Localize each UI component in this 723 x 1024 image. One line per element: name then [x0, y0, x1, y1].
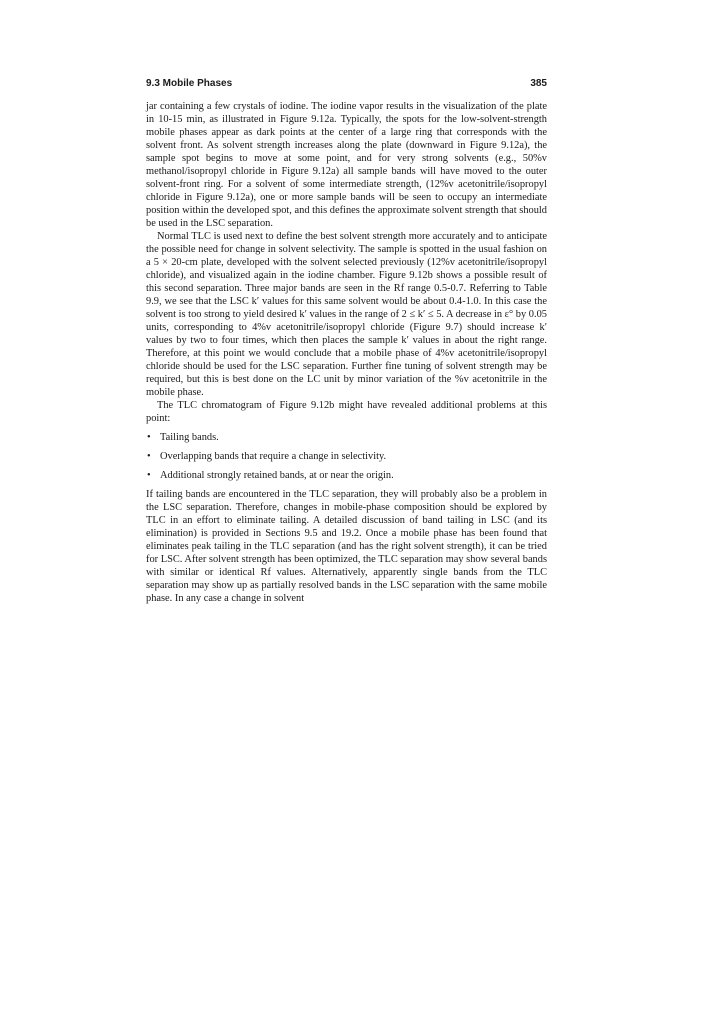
bullet-icon: •: [147, 432, 151, 443]
list-item-text: Additional strongly retained bands, at or near the origin.: [160, 470, 394, 481]
bullet-icon: •: [147, 451, 151, 462]
page-number: 385: [530, 78, 547, 89]
running-header: [146, 78, 547, 89]
paragraph-problems-intro: The TLC chromatogram of Figure 9.12b might have revealed additional problems at this point:: [146, 400, 547, 424]
bullet-icon: •: [147, 470, 151, 481]
list-item: [146, 450, 547, 463]
list-item: [146, 469, 547, 482]
paragraph-tailing: If tailing bands are encountered in the TLC separation, they will probably also be a problem in the LSC separation. Therefore, changes in mobile-phase composition should be explored by TLC in an effort to eliminate tailing. A detailed discussion of band tailing in LSC (and its elimination) is provided in Sections 9.5 and 19.2. Once a mobile phase has been found that eliminates peak tailing in the TLC separation (and has the right solvent strength), it can be tried for LSC. After solvent strength has been optimized, the TLC separation may show several bands with similar or identical Rf values. Alternatively, apparently single bands from the TLC separation may show up as partially resolved bands in the LSC separation with the same mobile phase. In any case a change in solvent: [146, 489, 547, 604]
list-item: [146, 431, 547, 444]
problem-list: [146, 431, 547, 482]
book-page: [146, 78, 547, 605]
paragraph-continuation: jar containing a few crystals of iodine. The iodine vapor results in the visualization of the plate in 10-15 min, as illustrated in Figure 9.12a. Typically, the spots for the low-solvent-strength mobile phases appear as dark points at the center of a large ring that corresponds with the solvent front. As solvent strength increases along the plate (downward in Figure 9.12a), the sample spot begins to move at some point, and for very strong solvents (e.g., 50%v methanol/isopropyl chloride in Figure 9.12a) all sample bands will have moved to the outer solvent-front ring. For a solvent of some intermediate strength, (12%v acetonitrile/isopropyl chloride in Figure 9.12a), one or more sample bands will be seen to occupy an intermediate position within the developed spot, and this defines the approximate solvent strength that should be used in the LSC separation.: [146, 101, 547, 229]
body-text: [146, 100, 547, 605]
section-title: 9.3 Mobile Phases: [146, 78, 233, 89]
list-item-text: Overlapping bands that require a change in selectivity.: [160, 451, 387, 462]
list-item-text: Tailing bands.: [160, 432, 219, 443]
paragraph-normal-tlc: Normal TLC is used next to define the best solvent strength more accurately and to anticipate the possible need for change in solvent selectivity. The sample is spotted in the usual fashion on a 5 × 20-cm plate, developed with the solvent selected previously (12%v acetonitrile/isopropyl chloride), and visualized again in the iodine chamber. Figure 9.12b shows a possible result of this second separation. Three major bands are seen in the Rf range 0.5-0.7. Referring to Table 9.9, we see that the LSC k′ values for this same solvent would be about 0.4-1.0. In this case the solvent is too strong to yield desired k′ values in the range of 2 ≤ k′ ≤ 5. A decrease in ε° by 0.05 units, corresponding to 4%v acetonitrile/isopropyl chloride (Figure 9.7) should increase k′ values by two to four times, which then places the sample k′ values in about the right range. Therefore, at this point we would conclude that a mobile phase of 4%v acetonitrile/isopropyl chloride should be used for the LSC separation. Further fine tuning of solvent strength may be required, but this is best done on the LC unit by minor variation of the %v acetonitrile in the mobile phase.: [146, 231, 547, 398]
